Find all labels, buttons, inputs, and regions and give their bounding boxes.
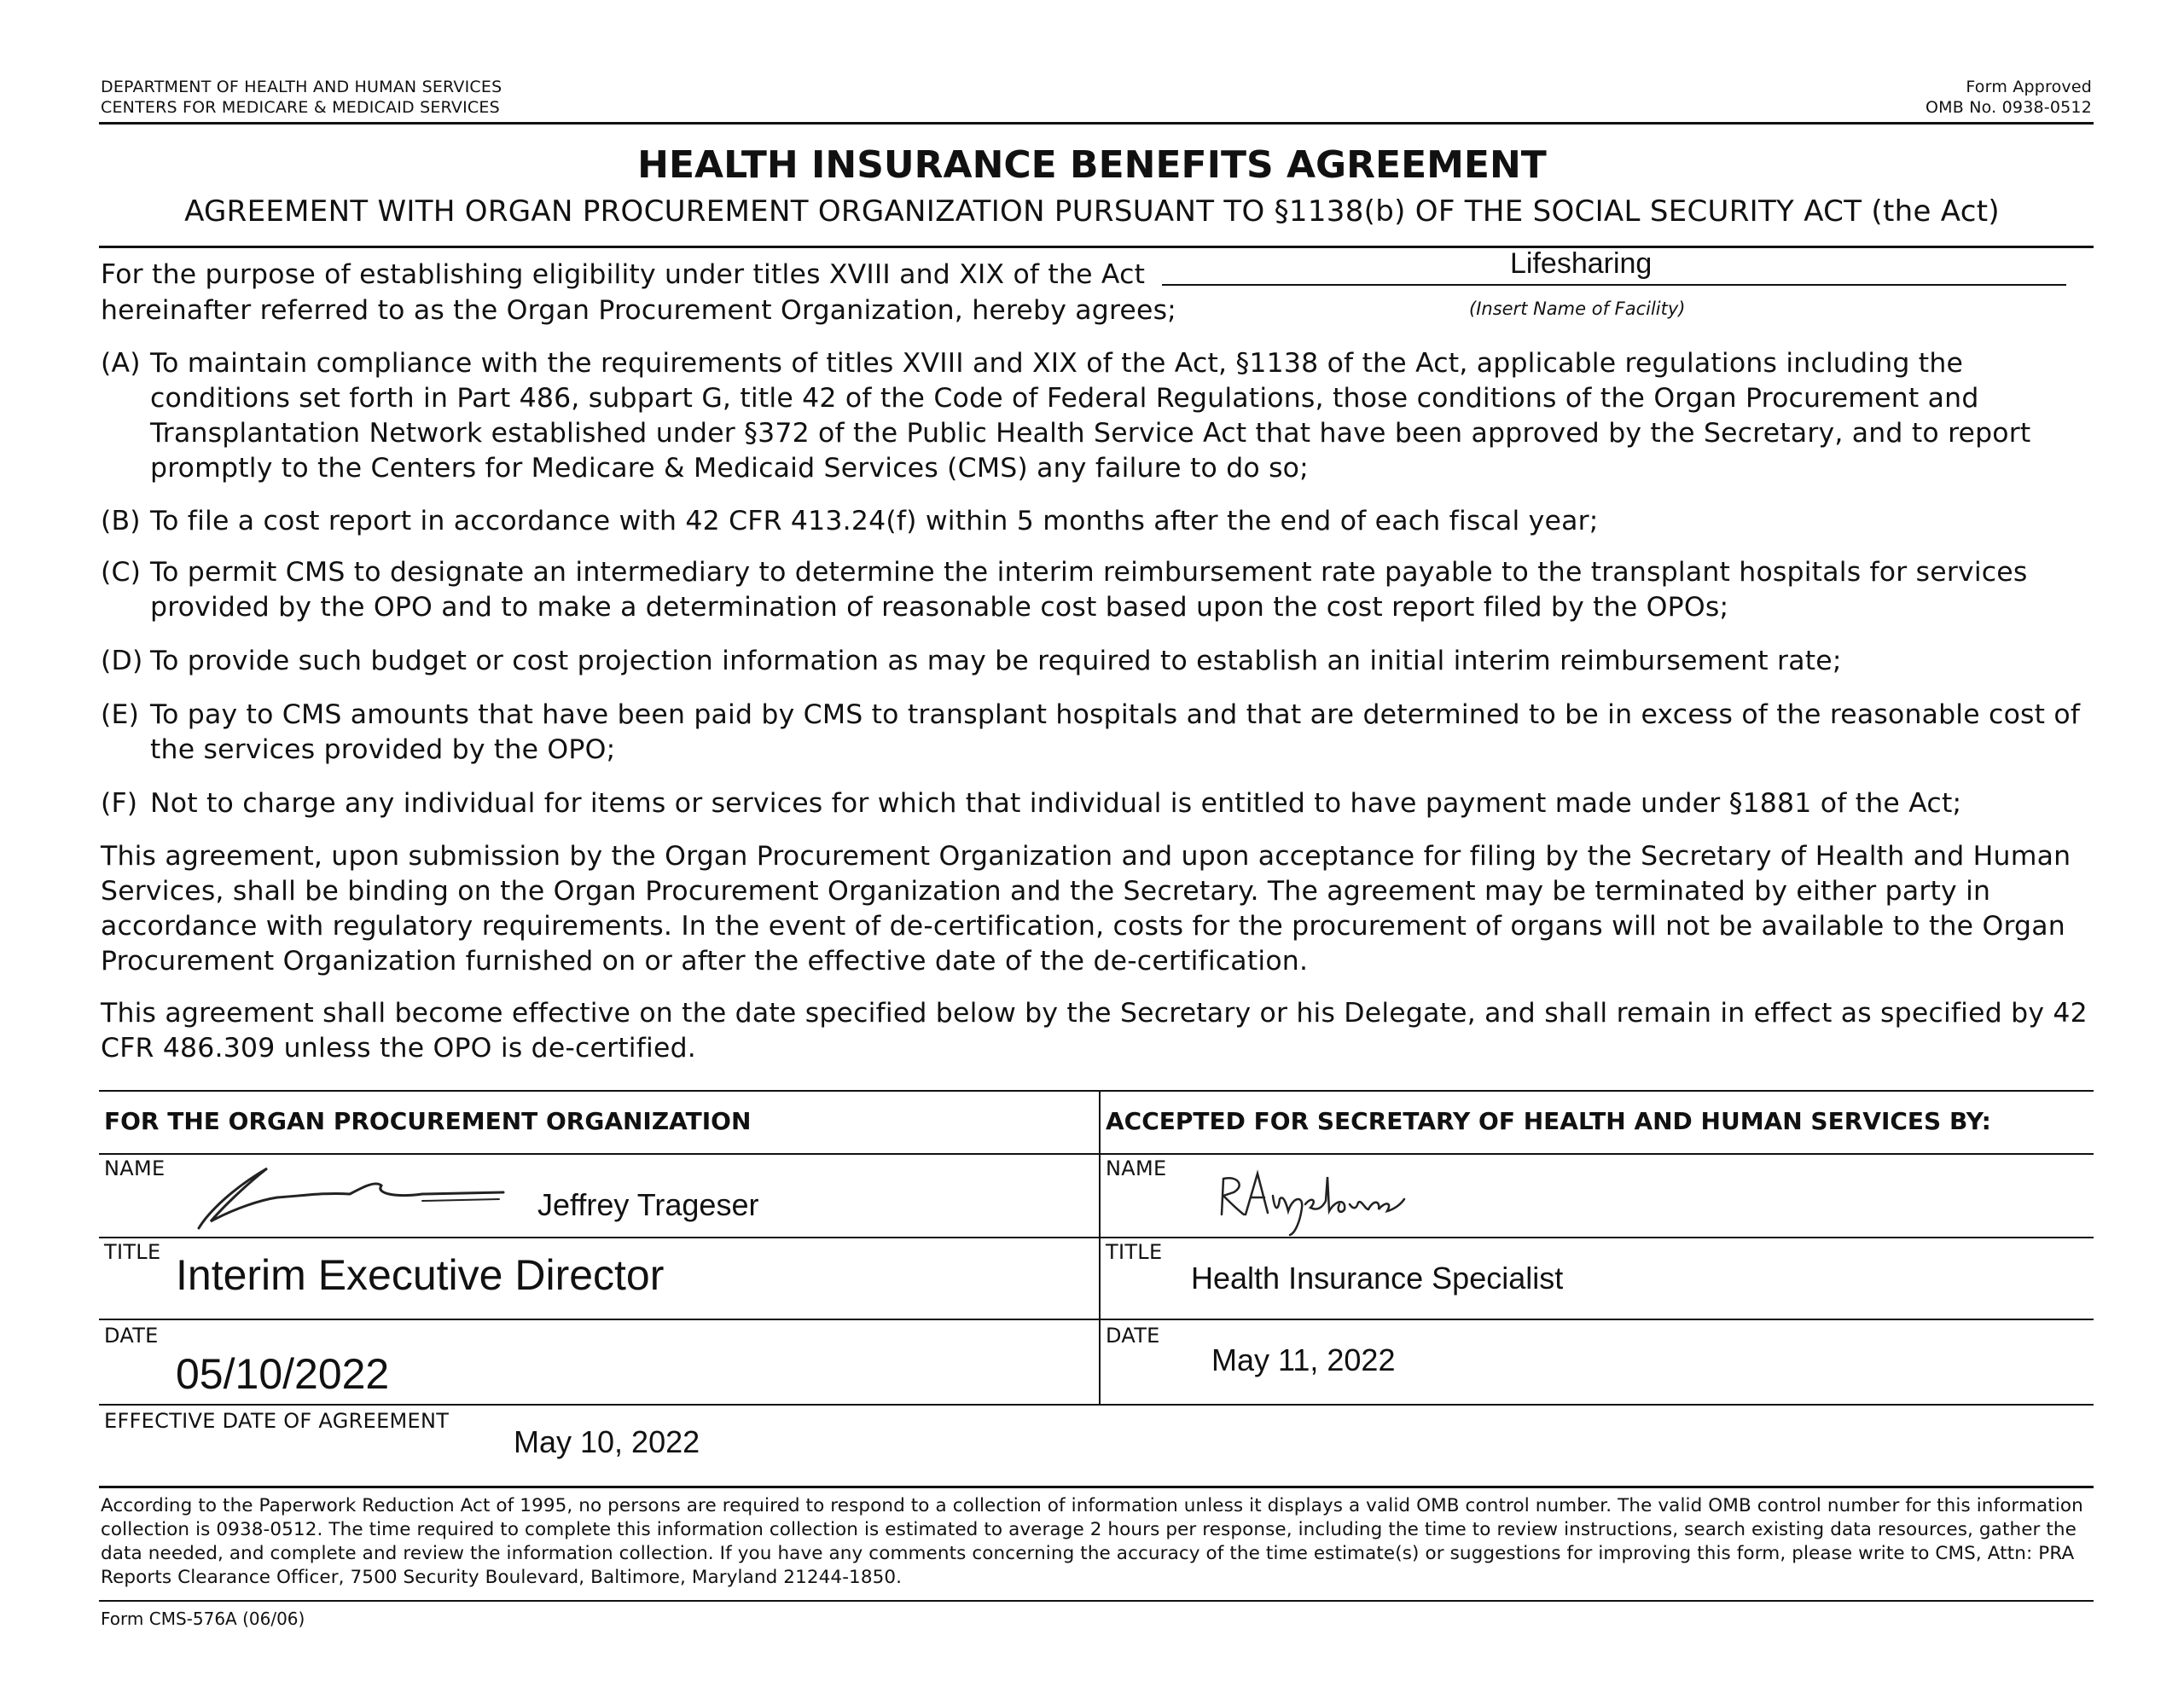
form-approved-label: Form Approved bbox=[1966, 78, 2092, 96]
omb-approval bbox=[1926, 77, 2092, 118]
omb-number: OMB No. 0938-0512 bbox=[1926, 98, 2092, 117]
form-title: HEALTH INSURANCE BENEFITS AGREEMENT bbox=[637, 143, 1547, 187]
title-rule bbox=[99, 246, 2094, 248]
table-date-rule bbox=[99, 1404, 2094, 1406]
clause-label: (F) bbox=[101, 788, 138, 819]
secretary-date-value[interactable]: May 11, 2022 bbox=[1211, 1342, 1396, 1377]
facility-name-value[interactable]: Lifesharing bbox=[1510, 247, 1653, 280]
clause-label: (C) bbox=[101, 557, 142, 588]
header-rule bbox=[99, 122, 2094, 125]
opo-signature bbox=[175, 1162, 516, 1234]
paperwork-reduction-notice: According to the Paperwork Reduction Act of 1995, no persons are required to respond to a collection of information unless it displays a valid OMB control number. The valid OMB control number for this information collection is 0938-0512. The time required to complete this information collection is estimated to average 2 hours per response, including the time to review instructions, search existing data resources, gather the data needed, and complete and review the information collection. If you have any comments concerning the accuracy of the time estimate(s) or suggestions for improving this form, please write to CMS, Attn: PRA Reports Clearance Officer, 7500 Security Boulevard, Baltimore, Maryland 21244-1850. bbox=[101, 1495, 2083, 1588]
clause-d bbox=[101, 644, 2097, 679]
department-header bbox=[101, 77, 502, 118]
opo-title-label: TITLE bbox=[104, 1240, 161, 1264]
opo-date-label: DATE bbox=[104, 1324, 159, 1348]
intro-line-2: hereinafter referred to as the Organ Procurement Organization, hereby agrees; bbox=[101, 295, 1176, 326]
clause-text: Not to charge any individual for items or services for which that individual is entitled to have payment made under §1881 of the Act; bbox=[150, 788, 1962, 819]
form-id: Form CMS-576A (06/06) bbox=[101, 1609, 305, 1629]
clause-text: To pay to CMS amounts that have been paid by CMS to transplant hospitals and that are determined to be in excess of the reasonable cost of the services provided by the OPO; bbox=[150, 699, 2081, 765]
secretary-date-label: DATE bbox=[1106, 1324, 1160, 1348]
secretary-signature bbox=[1211, 1162, 1450, 1238]
secretary-column-header: ACCEPTED FOR SECRETARY OF HEALTH AND HUMAN SERVICES BY: bbox=[1106, 1107, 1991, 1135]
clause-label: (D) bbox=[101, 646, 143, 676]
table-title-rule bbox=[99, 1319, 2094, 1320]
clause-text: To permit CMS to designate an intermediary to determine the interim reimbursement rate payable to the transplant hospitals for services provided by the OPO and to make a determination of reasonable cost based upon the cost report filed by the OPOs; bbox=[150, 557, 2028, 623]
table-top-rule bbox=[99, 1090, 2094, 1092]
dept-line-1: DEPARTMENT OF HEALTH AND HUMAN SERVICES bbox=[101, 78, 502, 96]
clause-f bbox=[101, 786, 2097, 821]
opo-name-value[interactable]: Jeffrey Trageser bbox=[537, 1187, 759, 1222]
effective-date-value[interactable]: May 10, 2022 bbox=[514, 1424, 700, 1459]
secretary-title-label: TITLE bbox=[1106, 1240, 1163, 1264]
table-name-rule bbox=[99, 1237, 2094, 1238]
dept-line-2: CENTERS FOR MEDICARE & MEDICAID SERVICES bbox=[101, 98, 500, 117]
table-bottom-rule bbox=[99, 1486, 2094, 1488]
clause-e bbox=[101, 698, 2097, 768]
clause-text: To file a cost report in accordance with 42 CFR 413.24(f) within 5 months after the end of each fiscal year; bbox=[150, 506, 1599, 536]
table-column-divider bbox=[1099, 1090, 1101, 1406]
intro-line-1: For the purpose of establishing eligibility under titles XVIII and XIX of the Act bbox=[101, 259, 1146, 290]
clause-text: To provide such budget or cost projection information as may be required to establish an initial interim reimbursement rate; bbox=[150, 646, 1842, 676]
footer-rule bbox=[99, 1600, 2094, 1602]
effective-date-label: EFFECTIVE DATE OF AGREEMENT bbox=[104, 1409, 450, 1433]
form-subtitle: AGREEMENT WITH ORGAN PROCUREMENT ORGANIZATION PURSUANT TO §1138(b) OF THE SOCIAL SECURITY ACT (the Act) bbox=[184, 194, 2000, 229]
clause-label: (E) bbox=[101, 699, 140, 730]
facility-name-underline bbox=[1162, 284, 2066, 286]
effective-paragraph: This agreement shall become effective on the date specified below by the Secretary or his Delegate, and shall remain in effect as specified by 42 CFR 486.309 unless the OPO is de-certified. bbox=[101, 998, 2088, 1064]
table-header-rule bbox=[99, 1153, 2094, 1155]
clause-a bbox=[101, 346, 2097, 486]
clause-label: (A) bbox=[101, 348, 141, 379]
secretary-title-value[interactable]: Health Insurance Specialist bbox=[1191, 1261, 1564, 1296]
opo-title-value[interactable]: Interim Executive Director bbox=[176, 1251, 665, 1299]
clause-label: (B) bbox=[101, 506, 141, 536]
opo-name-label: NAME bbox=[104, 1157, 166, 1180]
clause-text: To maintain compliance with the requirements of titles XVIII and XIX of the Act, §1138 of the Act, applicable regulations including the conditions set forth in Part 486, subpart G, title 42 of the Code of Federal Regulations, those conditions of the Organ Procurement and Transplantation Network established under §372 of the Public Health Service Act that have been approved by the Secretary, and to report promptly to the Centers for Medicare & Medicaid Services (CMS) any failure to do so; bbox=[150, 348, 2031, 484]
clause-b bbox=[101, 504, 2097, 539]
opo-date-value[interactable]: 05/10/2022 bbox=[176, 1350, 390, 1398]
clause-c bbox=[101, 555, 2097, 625]
opo-column-header: FOR THE ORGAN PROCUREMENT ORGANIZATION bbox=[104, 1107, 752, 1135]
secretary-name-label: NAME bbox=[1106, 1157, 1167, 1180]
binding-paragraph: This agreement, upon submission by the Organ Procurement Organization and upon acceptance for filing by the Secretary of Health and Human Services, shall be binding on the Organ Procurement Organization and the Secretary. The agreement may be terminated by either party in accordance with regulatory requirements. In the event of de-certification, costs for the procurement of organs will not be available to the Organ Procurement Organization furnished on or after the effective date of the de-certification. bbox=[101, 841, 2071, 977]
facility-hint: (Insert Name of Facility) bbox=[1469, 299, 1686, 319]
